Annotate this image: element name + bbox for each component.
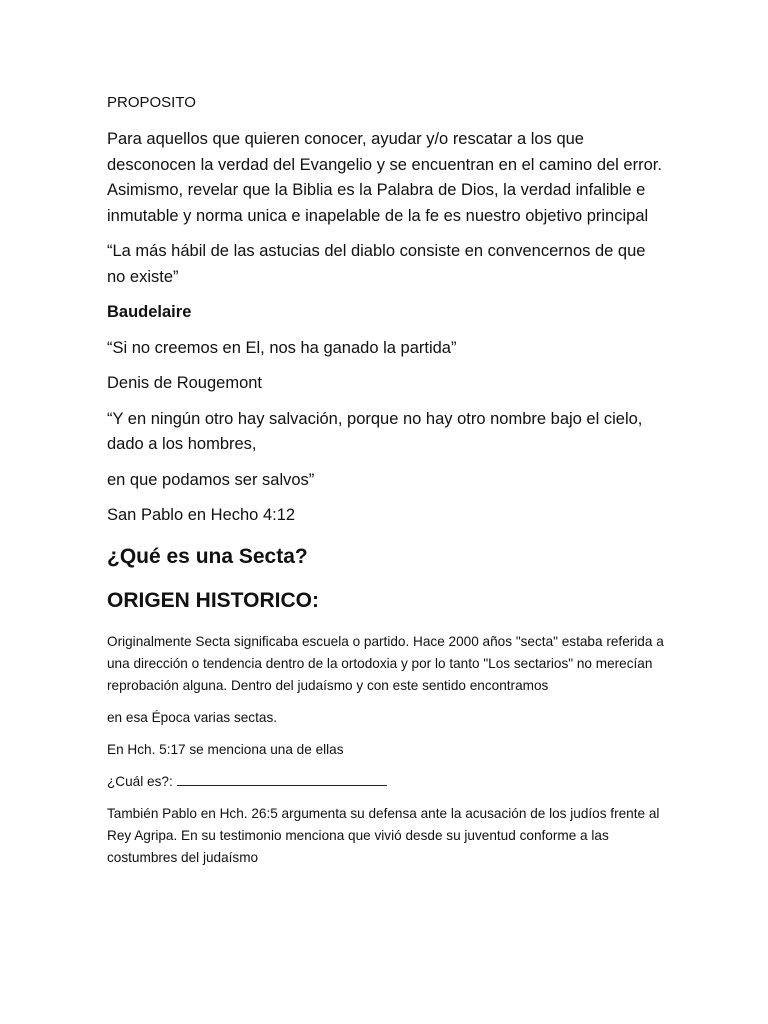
quote-scripture-line2: en que podamos ser salvos” <box>107 470 315 489</box>
proposito-heading: PROPOSITO <box>107 94 196 111</box>
quote-scripture-line1: “Y en ningún otro hay salvación, porque no hay otro nombre bajo el cielo, dado a los hombres, <box>107 409 643 453</box>
question-line <box>107 771 667 793</box>
heading-que-es-secta: ¿Qué es una Secta? <box>107 544 308 568</box>
origen-paragraph-4: También Pablo en Hch. 26:5 argumenta su defensa ante la acusación de los judíos frente al Rey Agripa. En su testimonio menciona que vivió desde su juventud conforme a las costumbres del judaísmo <box>107 805 660 865</box>
origen-paragraph-3: En Hch. 5:17 se menciona una de ellas <box>107 741 344 757</box>
proposito-text: Para aquellos que quieren conocer, ayudar y/o rescatar a los que desconocen la verdad del Evangelio y se encuentran en el camino del error. Asimismo, revelar que la Biblia es la Palabra de Dios, la verdad infalible e inmutable y norma unica e inapelable de la fe es nuestro objetivo principal <box>107 130 662 225</box>
answer-blank <box>177 772 387 786</box>
quote-rougemont: “Si no creemos en El, nos ha ganado la partida” <box>107 338 457 357</box>
quote-author-rougemont: Denis de Rougemont <box>107 374 263 392</box>
quote-author-baudelaire: Baudelaire <box>107 303 192 321</box>
quote-baudelaire: “La más hábil de las astucias del diablo consiste en convencernos de que no existe” <box>107 242 646 286</box>
origen-paragraph-1: Originalmente Secta significaba escuela o partido. Hace 2000 años "secta" estaba referida a una dirección o tendencia dentro de la ortodoxia y por lo tanto "Los sectarios" no merecían reprobación alguna. Dentro del judaísmo y con este sentido encontramos <box>107 633 664 693</box>
origen-paragraph-2: en esa Época varias sectas. <box>107 709 278 725</box>
document-content <box>107 93 667 879</box>
question-label: ¿Cuál es?: <box>107 773 173 789</box>
quote-scripture-source: San Pablo en Hecho 4:12 <box>107 506 296 524</box>
heading-origen-historico: ORIGEN HISTORICO: <box>107 588 319 612</box>
